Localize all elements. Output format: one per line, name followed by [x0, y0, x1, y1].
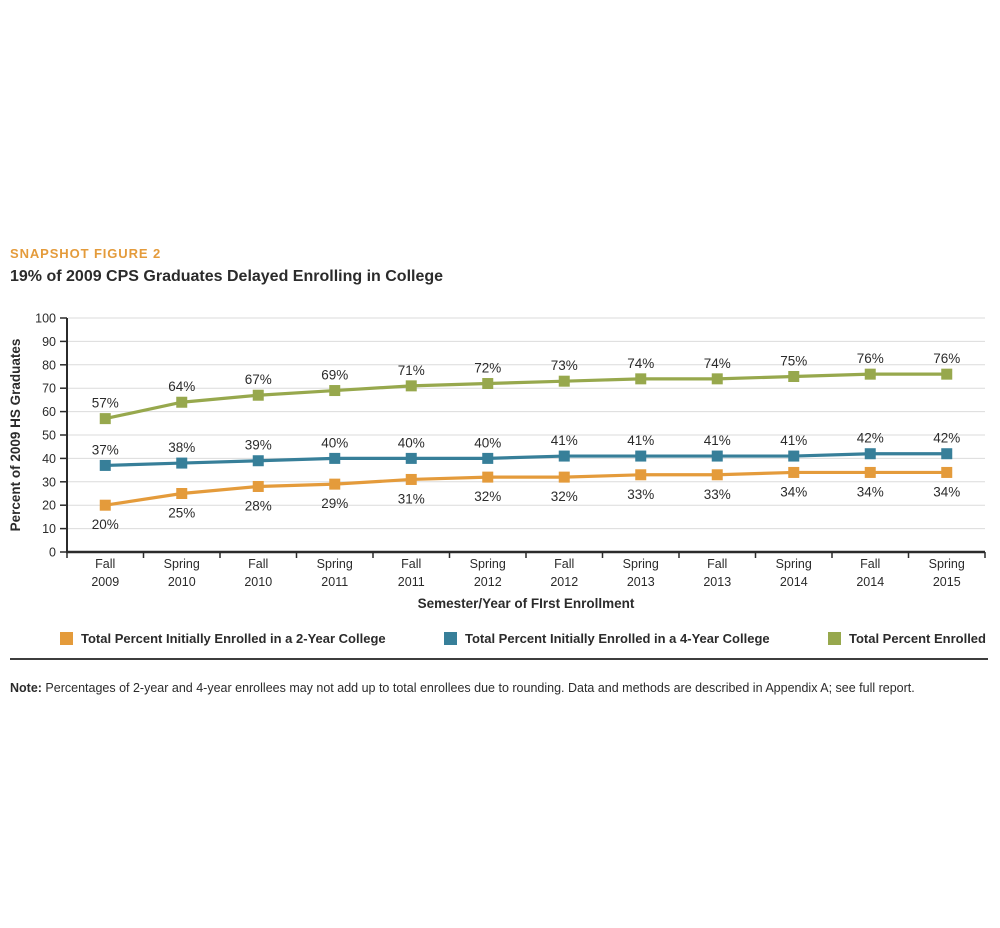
data-point: [712, 451, 723, 462]
data-point: [329, 479, 340, 490]
data-point-label: 75%: [780, 353, 808, 369]
x-category-label: Spring 2013: [622, 557, 659, 589]
data-point-label: 33%: [703, 486, 731, 502]
data-point: [559, 472, 570, 483]
data-point: [559, 451, 570, 462]
data-point: [788, 467, 799, 478]
x-category-label: Spring 2012: [469, 557, 506, 589]
data-point-label: 31%: [397, 491, 425, 507]
chart-legend: [60, 631, 986, 646]
data-point-label: 64%: [168, 379, 196, 395]
x-category-label: Fall 2009: [91, 557, 120, 589]
y-tick-label: 70: [42, 381, 56, 396]
y-tick-label: 40: [42, 451, 56, 466]
x-category-label: Fall 2011: [397, 557, 425, 589]
data-point: [100, 500, 111, 511]
y-tick-label: 90: [42, 334, 56, 349]
data-point-label: 73%: [550, 358, 578, 374]
data-point: [253, 455, 264, 466]
data-point: [712, 373, 723, 384]
data-point: [865, 467, 876, 478]
y-tick-label: 20: [42, 498, 56, 513]
data-point-label: 34%: [780, 484, 808, 500]
data-point-label: 29%: [321, 496, 349, 512]
data-point-label: 32%: [474, 489, 502, 505]
data-point-label: 41%: [703, 433, 731, 449]
data-point: [482, 472, 493, 483]
y-axis-title: Percent of 2009 HS Graduates: [8, 338, 23, 532]
x-category-label: Spring 2015: [928, 557, 965, 589]
data-point-label: 20%: [91, 517, 119, 533]
x-category-label: Fall 2014: [856, 557, 885, 589]
data-point-label: 40%: [474, 435, 502, 451]
legend-label-2year: Total Percent Initially Enrolled in a 2-Year College: [81, 631, 386, 646]
legend-label-4year: Total Percent Initially Enrolled in a 4-Year College: [464, 631, 770, 646]
note-label: Note:: [10, 680, 42, 695]
y-tick-label: 0: [49, 545, 56, 560]
x-category-label: Fall 2010: [244, 557, 273, 589]
x-category-label: Fall 2013: [703, 557, 732, 589]
data-point-label: 40%: [321, 435, 349, 451]
data-point-label: 41%: [550, 433, 578, 449]
data-point-label: 72%: [474, 360, 502, 376]
data-point-label: 76%: [933, 351, 961, 367]
series-line: [105, 472, 947, 505]
data-point: [176, 397, 187, 408]
data-point-label: 39%: [244, 437, 272, 453]
data-point-label: 32%: [550, 489, 578, 505]
legend-label-total: Total Percent Enrolled: [848, 631, 986, 646]
figure-kicker: SNAPSHOT FIGURE 2: [10, 246, 162, 261]
data-point: [788, 371, 799, 382]
data-point-label: 33%: [627, 486, 655, 502]
x-category-label: Spring 2010: [163, 557, 200, 589]
data-point: [865, 448, 876, 459]
data-point: [941, 448, 952, 459]
data-point: [635, 373, 646, 384]
x-category-label: Spring 2011: [316, 557, 353, 589]
data-point-label: 71%: [397, 362, 425, 378]
data-point: [253, 481, 264, 492]
data-point-label: 69%: [321, 367, 349, 383]
data-point-label: 34%: [856, 484, 884, 500]
data-point-label: 74%: [627, 355, 655, 371]
data-point: [253, 390, 264, 401]
data-point: [482, 378, 493, 389]
series-line: [105, 454, 947, 466]
data-point: [941, 369, 952, 380]
y-tick-label: 60: [42, 405, 56, 420]
legend-swatch-4year-icon: [444, 632, 457, 645]
y-tick-label: 50: [42, 428, 56, 443]
data-point-label: 42%: [933, 430, 961, 446]
data-point-label: 38%: [168, 440, 196, 456]
data-point: [482, 453, 493, 464]
data-point: [941, 467, 952, 478]
x-axis-title: Semester/Year of FIrst Enrollment: [417, 596, 635, 611]
y-tick-label: 10: [42, 522, 56, 537]
data-point: [176, 488, 187, 499]
x-category-label: Fall 2012: [550, 557, 579, 589]
y-tick-label: 30: [42, 475, 56, 490]
data-point-label: 67%: [244, 372, 272, 388]
data-point: [635, 451, 646, 462]
data-point: [406, 380, 417, 391]
data-point: [176, 458, 187, 469]
data-point-label: 34%: [933, 484, 961, 500]
data-point-label: 74%: [703, 355, 731, 371]
figure-title: 19% of 2009 CPS Graduates Delayed Enrolling in College: [10, 268, 444, 285]
data-point: [329, 453, 340, 464]
data-point: [406, 453, 417, 464]
data-point-label: 37%: [91, 442, 119, 458]
data-point-label: 28%: [244, 498, 272, 514]
y-tick-label: 80: [42, 358, 56, 373]
legend-item-2year: [60, 631, 386, 646]
data-point-label: 41%: [627, 433, 655, 449]
data-point-label: 57%: [91, 395, 119, 411]
line-chart: [0, 305, 1000, 617]
figure-note: [10, 680, 988, 697]
data-point: [100, 413, 111, 424]
note-divider: [10, 658, 988, 660]
data-point-label: 40%: [397, 435, 425, 451]
note-text: Percentages of 2-year and 4-year enrollees may not add up to total enrollees due to rounding. Data and methods are described in Appendix A; see full report.: [41, 680, 915, 695]
data-point: [635, 469, 646, 480]
data-point: [406, 474, 417, 485]
data-point: [712, 469, 723, 480]
data-point-label: 41%: [780, 433, 808, 449]
legend-swatch-total-icon: [828, 632, 841, 645]
x-category-label: Spring 2014: [775, 557, 812, 589]
data-point: [329, 385, 340, 396]
legend-swatch-2year-icon: [60, 632, 73, 645]
legend-item-total: [828, 631, 986, 646]
data-point-label: 25%: [168, 505, 196, 521]
data-point: [100, 460, 111, 471]
data-point-label: 42%: [856, 430, 884, 446]
data-point: [788, 451, 799, 462]
legend-item-4year: [444, 631, 770, 646]
data-point: [559, 376, 570, 387]
data-point: [865, 369, 876, 380]
y-tick-label: 100: [35, 311, 56, 326]
data-point-label: 76%: [856, 351, 884, 367]
